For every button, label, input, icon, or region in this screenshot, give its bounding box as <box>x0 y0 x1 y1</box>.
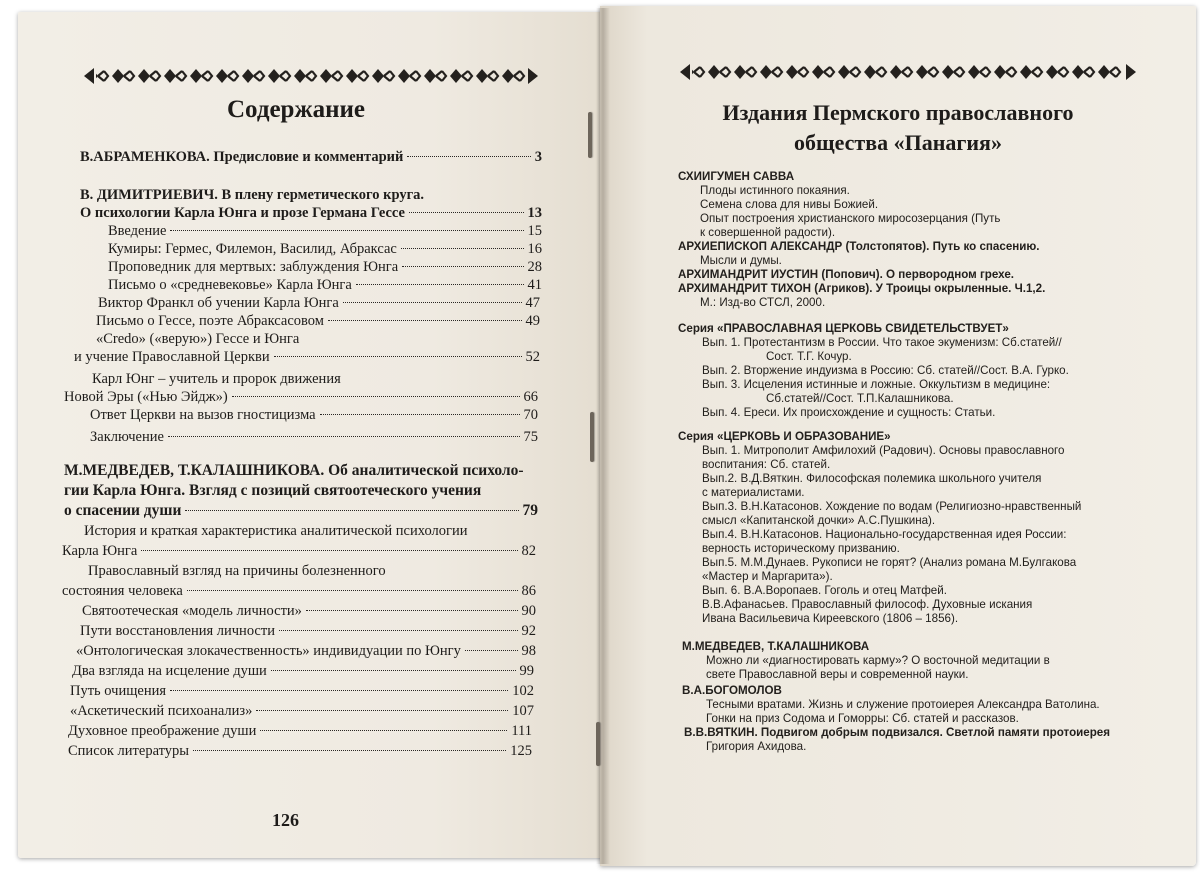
series-heading: Серия «ЦЕРКОВЬ И ОБРАЗОВАНИЕ» <box>678 430 891 443</box>
toc-entry: Письмо о Гессе, поэте Абраксасовом 49 <box>96 313 540 329</box>
toc-entry: Путь очищения 102 <box>70 683 534 699</box>
toc-entry: Виктор Франкл об учении Карла Юнга 47 <box>98 295 540 311</box>
toc-entry: В. ДИМИТРИЕВИЧ. В плену герметического круга. <box>80 187 425 203</box>
toc-entry: Карла Юнга 82 <box>62 543 536 559</box>
page-number: 126 <box>272 810 299 830</box>
publication-line: верность историческому призванию. <box>702 542 900 555</box>
toc-entry: Заключение 75 <box>90 429 538 445</box>
ornament-left <box>84 66 538 86</box>
toc-entry: Список литературы 125 <box>68 743 532 759</box>
toc-entry: о спасении души 79 <box>64 502 538 519</box>
toc-entry: Письмо о «средневековье» Карла Юнга 41 <box>108 277 542 293</box>
staple-middle <box>590 412 594 462</box>
publication-line: Можно ли «диагностировать карму»? О восточной медитации в <box>706 654 1050 667</box>
publication-line: Вып.2. В.Д.Вяткин. Философская полемика школьного учителя <box>702 472 1042 485</box>
toc-entry: Введение 15 <box>108 223 542 239</box>
publication-line: Григория Ахидова. <box>706 740 807 753</box>
publications-title-line: общества «Панагия» <box>794 130 1002 155</box>
toc-entry: Ответ Церкви на вызов гностицизма 70 <box>90 407 538 423</box>
publication-line: Вып. 1. Митрополит Амфилохий (Радович). Основы православного <box>702 444 1065 457</box>
publication-line: Вып.5. М.М.Дунаев. Рукописи не горят? (Анализ романа М.Булгакова <box>702 556 1077 569</box>
publication-line: АРХИЕПИСКОП АЛЕКСАНДР (Толстопятов). Путь ко спасению. <box>678 240 1040 253</box>
toc-entry: «Онтологическая злокачественность» индивидуации по Юнгу 98 <box>76 643 536 659</box>
toc-entry: Святоотеческая «модель личности» 90 <box>82 603 536 619</box>
author-heading: М.МЕДВЕДЕВ, Т.КАЛАШНИКОВА <box>682 640 870 653</box>
ornament-right <box>680 62 1136 82</box>
series-heading: Серия «ПРАВОСЛАВНАЯ ЦЕРКОВЬ СВИДЕТЕЛЬСТВУЕТ» <box>678 322 1009 335</box>
toc-entry: Кумиры: Гермес, Филемон, Василид, Абраксас 16 <box>108 241 542 257</box>
publication-line: АРХИМАНДРИТ ИУСТИН (Попович). О первородном грехе. <box>678 268 1015 281</box>
contents-title: Содержание <box>226 96 365 123</box>
publication-line: Сб.статей//Сост. Т.П.Калашникова. <box>766 392 954 405</box>
staple-bottom <box>596 722 600 766</box>
toc-entry: состояния человека 86 <box>62 583 536 599</box>
toc-entry: Православный взгляд на причины болезненного <box>88 563 386 579</box>
toc-entry: Духовное преображение души 111 <box>68 723 532 739</box>
toc-entry: В.АБРАМЕНКОВА. Предисловие и комментарий 3 <box>80 149 542 165</box>
toc-entry: Карл Юнг – учитель и пророк движения <box>92 371 341 387</box>
toc-entry: Пути восстановления личности 92 <box>80 623 536 639</box>
publication-line: Гонки на приз Содома и Гоморры: Сб. статей и рассказов. <box>706 712 1019 725</box>
publication-line: Тесными вратами. Жизнь и служение протоиерея Александра Ватолина. <box>706 698 1100 711</box>
publication-line: Вып. 6. В.А.Воропаев. Гоголь и отец Матфей. <box>702 584 947 597</box>
toc-entry: гии Карла Юнга. Взгляд с позиций святоотеческого учения <box>64 482 482 499</box>
publication-line: «Мастер и Маргарита»). <box>702 570 833 583</box>
toc-entry: История и краткая характеристика аналитической психологии <box>84 523 468 539</box>
author-heading: СХИИГУМЕН САВВА <box>678 170 795 183</box>
publication-line: Семена слова для нивы Божией. <box>700 198 879 211</box>
publication-line: воспитания: Сб. статей. <box>702 458 831 471</box>
publication-line: Сост. Т.Г. Кочур. <box>766 350 852 363</box>
toc-entry: и учение Православной Церкви 52 <box>74 349 540 365</box>
publication-line: с материалистами. <box>702 486 805 499</box>
publications-title-line: Издания Пермского православного <box>722 100 1074 125</box>
publication-line: Мысли и думы. <box>700 254 782 267</box>
publication-line: Вып.3. В.Н.Катасонов. Хождение по водам (Религиозно-нравственный <box>702 500 1082 513</box>
publication-line: Опыт построения христианского миросозерцания (Путь <box>700 212 1001 225</box>
toc-entry: М.МЕДВЕДЕВ, Т.КАЛАШНИКОВА. Об аналитической психоло- <box>64 462 524 479</box>
publication-line: В.В.ВЯТКИН. Подвигом добрым подвизался. Светлой памяти протоиерея <box>684 726 1111 739</box>
publication-line: свете Православной веры и современной науки. <box>706 668 969 681</box>
publication-line: смысл «Капитанской дочки» А.С.Пушкина). <box>702 514 936 527</box>
toc-entry: «Credo» («верую») Гессе и Юнга <box>96 331 300 347</box>
publications-title <box>600 98 1196 158</box>
toc-entry: Два взгляда на исцеление души 99 <box>72 663 534 679</box>
publication-line: М.: Изд-во СТСЛ, 2000. <box>700 296 826 309</box>
author-heading: В.А.БОГОМОЛОВ <box>682 684 782 697</box>
publication-line: Вып. 4. Ереси. Их происхождение и сущность: Статьи. <box>702 406 996 419</box>
publication-line: Плоды истинного покаяния. <box>700 184 850 197</box>
toc-entry: «Аскетический психоанализ» 107 <box>70 703 534 719</box>
publication-line: Вып. 1. Протестантизм в России. Что такое экуменизм: Сб.статей// <box>702 336 1062 349</box>
toc-entry: Новой Эры («Нью Эйдж») 66 <box>64 389 538 405</box>
publication-line: Вып. 3. Исцеления истинные и ложные. Оккультизм в медицине: <box>702 378 1051 391</box>
publication-line: Вып. 2. Вторжение индуизма в Россию: Сб. статей//Сост. В.А. Гурко. <box>702 364 1069 377</box>
toc-entry: Проповедник для мертвых: заблуждения Юнга 28 <box>108 259 542 275</box>
publication-line: АРХИМАНДРИТ ТИХОН (Агриков). У Троицы окрыленные. Ч.1,2. <box>678 282 1046 295</box>
publication-line: Ивана Васильевича Киреевского (1806 – 1856). <box>702 612 959 625</box>
publication-line: В.В.Афанасьев. Православный философ. Духовные искания <box>702 598 1033 611</box>
publication-line: Вып.4. В.Н.Катасонов. Национально-государственная идея России: <box>702 528 1067 541</box>
toc-entry: О психологии Карла Юнга и прозе Германа Гессе 13 <box>80 205 542 221</box>
publication-line: к совершенной радости). <box>700 226 836 239</box>
